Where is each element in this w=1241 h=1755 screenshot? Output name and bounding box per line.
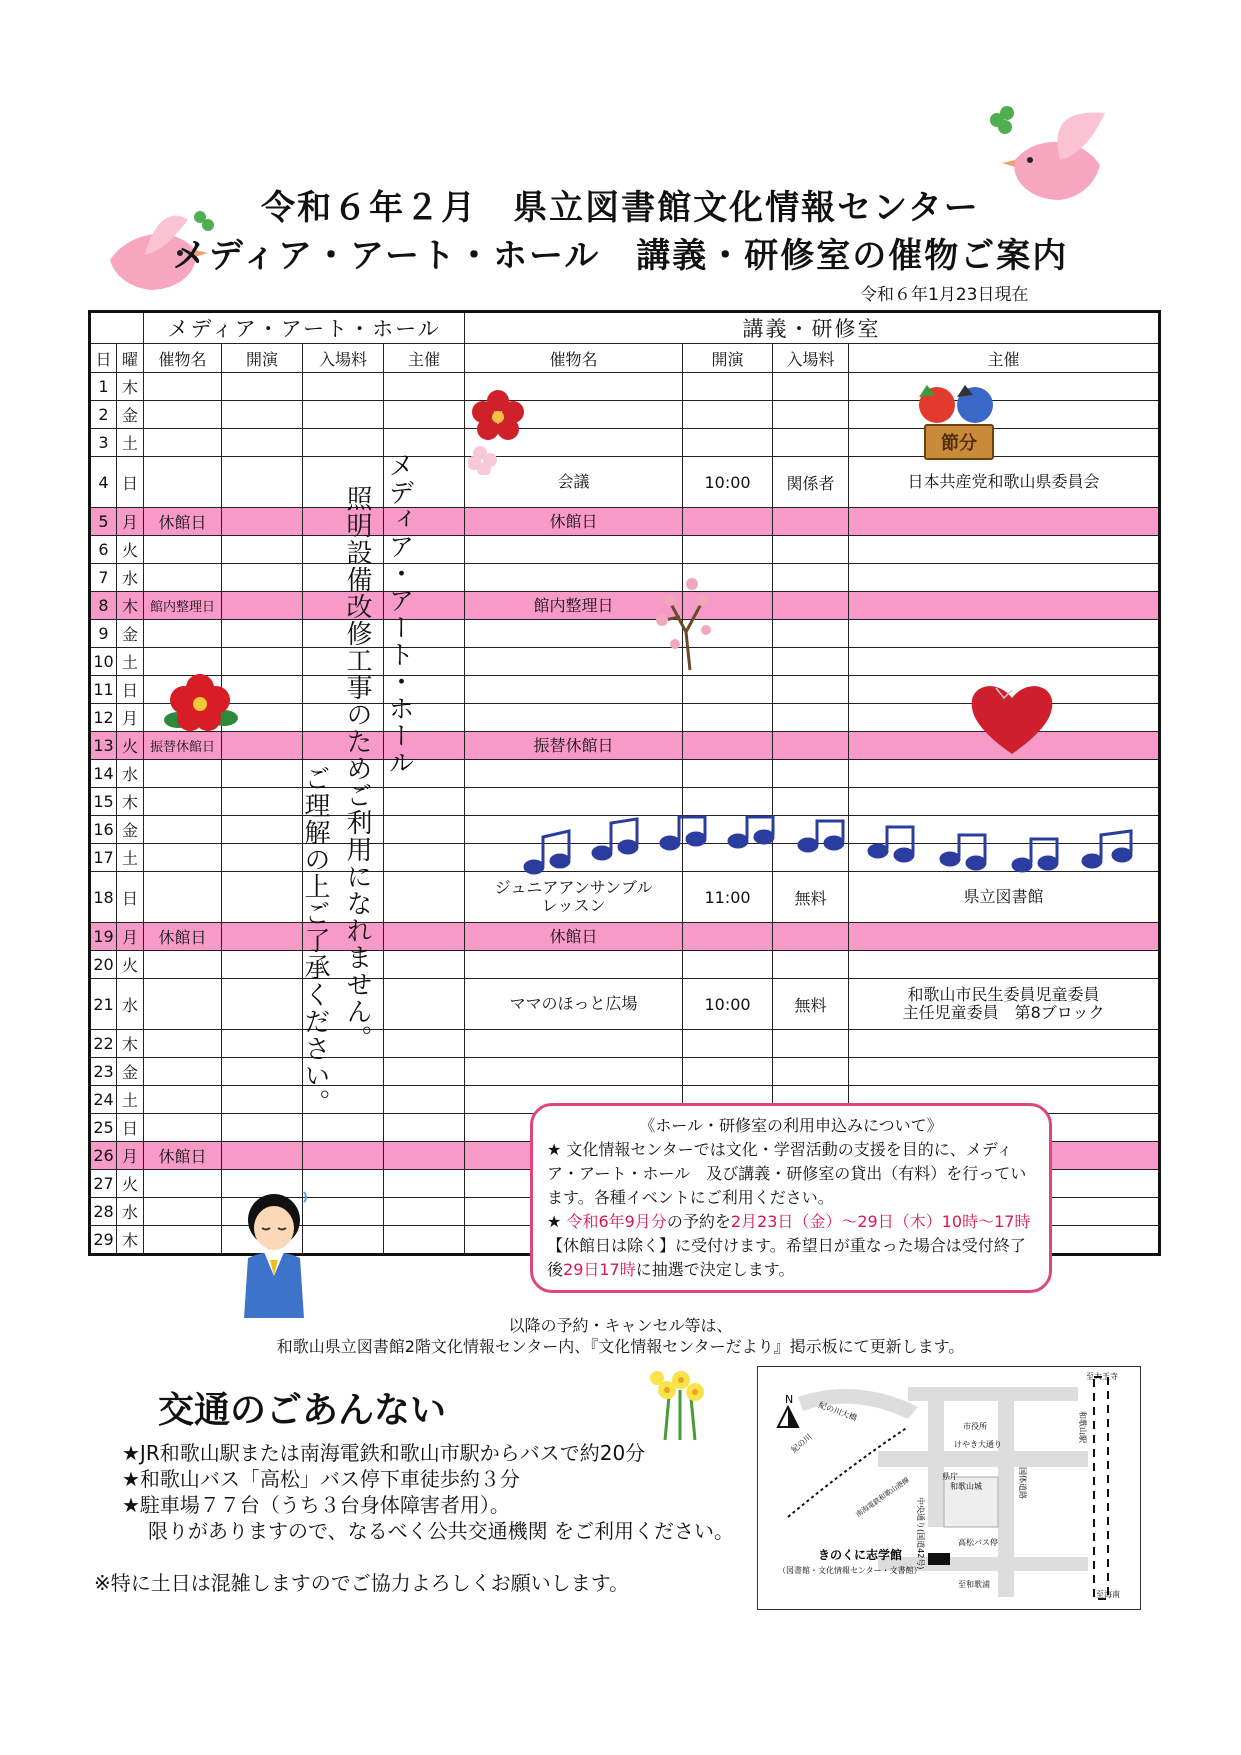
- table-row: [90, 951, 1160, 979]
- room-start-cell: 10:00: [683, 457, 773, 508]
- day-cell: 7: [90, 564, 117, 592]
- map-label: 中央通り(国道42号): [916, 1497, 925, 1570]
- hall-event-cell: 休館日: [144, 508, 222, 536]
- music-notes-icon: [522, 815, 1150, 890]
- hall-start-cell: [222, 508, 303, 536]
- table-row: [90, 923, 1160, 951]
- map-label: 至大王寺: [1086, 1372, 1118, 1381]
- table-row: [90, 648, 1160, 676]
- weekday-cell: 金: [117, 816, 144, 844]
- access-line4: 限りがありますので、なるべく公共交通機関 をご利用ください。: [148, 1519, 734, 1543]
- closure-notice-line3: ご理解の上ご了承ください。: [300, 765, 330, 1116]
- room-fee-cell: [773, 648, 849, 676]
- room-event-cell: 会議: [465, 457, 683, 508]
- weekday-cell: 日: [117, 457, 144, 508]
- table-row: [90, 979, 1160, 1030]
- table-row: [90, 760, 1160, 788]
- map-label: 紀の川: [789, 1432, 814, 1455]
- day-cell: 27: [90, 1170, 117, 1198]
- room-start-cell: 10:00: [683, 979, 773, 1030]
- hall-event-cell: [144, 1226, 222, 1255]
- info-box-paragraph1: ★ 文化情報センターでは文化・学習活動の支援を目的に、メディア・アート・ホール 及び講義・研修室の貸出（有料）を行っています。各種イベントにご利用ください。: [547, 1140, 1027, 1207]
- hall-start-cell: [222, 1114, 303, 1142]
- col-day-header: 日: [90, 344, 117, 373]
- col-hall-event-header: 催物名: [144, 344, 222, 373]
- hall-host-cell: [384, 1142, 465, 1170]
- hall-start-cell: [222, 373, 303, 401]
- day-cell: 2: [90, 401, 117, 429]
- heart-icon: [968, 678, 1056, 756]
- hall-host-cell: [384, 816, 465, 844]
- map-label: 至海南: [1096, 1590, 1120, 1599]
- col-hall-fee-header: 入場料: [303, 344, 384, 373]
- weekday-cell: 月: [117, 923, 144, 951]
- hall-start-cell: [222, 1086, 303, 1114]
- room-event-cell: 館内整理日: [465, 592, 683, 620]
- room-fee-cell: [773, 508, 849, 536]
- access-map: [757, 1366, 1141, 1610]
- setsubun-oni-icon: [905, 377, 1010, 467]
- room-host-cell: [849, 788, 1160, 816]
- hall-event-cell: [144, 536, 222, 564]
- room-host-cell: [849, 508, 1160, 536]
- day-cell: 20: [90, 951, 117, 979]
- hall-event-cell: [144, 620, 222, 648]
- hall-event-cell: [144, 872, 222, 923]
- hall-start-cell: [222, 401, 303, 429]
- day-cell: 13: [90, 732, 117, 760]
- weekday-cell: 金: [117, 401, 144, 429]
- hall-event-cell: [144, 1058, 222, 1086]
- day-cell: 23: [90, 1058, 117, 1086]
- room-fee-cell: [773, 732, 849, 760]
- map-label: 県庁: [942, 1472, 958, 1481]
- hall-event-cell: 振替休館日: [144, 732, 222, 760]
- blank-corner: [90, 312, 144, 344]
- hall-host-cell: [384, 401, 465, 429]
- day-cell: 29: [90, 1226, 117, 1255]
- day-cell: 28: [90, 1198, 117, 1226]
- section-hall-header: メディア・アート・ホール: [144, 312, 465, 344]
- sticker-text: 節分: [941, 433, 977, 454]
- table-row: [90, 788, 1160, 816]
- room-start-cell: 11:00: [683, 872, 773, 923]
- day-cell: 9: [90, 620, 117, 648]
- room-start-cell: [683, 732, 773, 760]
- day-cell: 15: [90, 788, 117, 816]
- room-fee-cell: [773, 923, 849, 951]
- room-fee-cell: [773, 373, 849, 401]
- hall-host-cell: [384, 1226, 465, 1255]
- bowing-person-icon: [230, 1180, 320, 1320]
- hall-fee-cell: [303, 401, 384, 429]
- room-fee-cell: [773, 592, 849, 620]
- room-event-cell: 休館日: [465, 508, 683, 536]
- plum-branch-icon: [650, 572, 720, 672]
- plum-blossom-icon: [468, 385, 528, 475]
- room-host-cell: [849, 1058, 1160, 1086]
- map-venue-sub-label: （図書館・文化情報センター・文書館）: [778, 1566, 922, 1575]
- room-fee-cell: [773, 951, 849, 979]
- room-fee-cell: [773, 401, 849, 429]
- hall-fee-cell: [303, 1114, 384, 1142]
- hall-start-cell: [222, 979, 303, 1030]
- hall-fee-cell: [303, 373, 384, 401]
- map-label: けやき大通り: [954, 1440, 1002, 1449]
- room-start-cell: [683, 1058, 773, 1086]
- hall-start-cell: [222, 1142, 303, 1170]
- hall-host-cell: [384, 844, 465, 872]
- access-line1: ★JR和歌山駅または南海電鉄和歌山市駅からバスで約20分: [122, 1441, 646, 1465]
- closure-notice-line2: 照明設備改修工事のためご利用になれません。: [342, 485, 372, 1052]
- day-cell: 5: [90, 508, 117, 536]
- weekday-cell: 日: [117, 872, 144, 923]
- weekday-cell: 金: [117, 620, 144, 648]
- room-start-cell: [683, 951, 773, 979]
- col-weekday-header: 曜: [117, 344, 144, 373]
- daffodil-icon: [645, 1362, 715, 1442]
- weekday-cell: 木: [117, 592, 144, 620]
- hall-event-cell: [144, 1170, 222, 1198]
- hall-start-cell: [222, 951, 303, 979]
- room-event-cell: ママのほっと広場: [465, 979, 683, 1030]
- day-cell: 24: [90, 1086, 117, 1114]
- room-fee-cell: [773, 676, 849, 704]
- room-event-cell: 振替休館日: [465, 732, 683, 760]
- room-host-cell: [849, 620, 1160, 648]
- hall-start-cell: [222, 429, 303, 457]
- room-host-cell: [849, 564, 1160, 592]
- map-north-label: N: [785, 1393, 794, 1406]
- weekday-cell: 木: [117, 373, 144, 401]
- hall-host-cell: [384, 979, 465, 1030]
- room-host-cell: [849, 923, 1160, 951]
- access-title: 交通のごあんない: [158, 1390, 447, 1431]
- access-line5: ※特に土日は混雑しますのでご協力よろしくお願いします。: [94, 1571, 630, 1595]
- day-cell: 10: [90, 648, 117, 676]
- room-fee-cell: [773, 1058, 849, 1086]
- map-label: 和歌山駅: [1078, 1411, 1087, 1443]
- room-start-cell: [683, 429, 773, 457]
- hall-start-cell: [222, 1058, 303, 1086]
- map-label: 南海電鉄和歌山港線: [854, 1475, 911, 1519]
- weekday-cell: 月: [117, 1142, 144, 1170]
- hall-event-cell: [144, 788, 222, 816]
- camellia-icon: [160, 670, 240, 740]
- weekday-cell: 火: [117, 536, 144, 564]
- hall-host-cell: [384, 1058, 465, 1086]
- hall-host-cell: [384, 872, 465, 923]
- hall-event-cell: [144, 564, 222, 592]
- weekday-cell: 木: [117, 1226, 144, 1255]
- room-event-cell: [465, 760, 683, 788]
- info-box-title: 《ホール・研修室の利用申込みについて》: [639, 1116, 943, 1135]
- map-label: 高松バス停: [958, 1538, 998, 1547]
- weekday-cell: 日: [117, 1114, 144, 1142]
- hall-start-cell: [222, 923, 303, 951]
- room-start-cell: [683, 508, 773, 536]
- info-box-paragraph2: [547, 1210, 1035, 1282]
- hall-event-cell: [144, 373, 222, 401]
- hall-start-cell: [222, 564, 303, 592]
- day-cell: 21: [90, 979, 117, 1030]
- col-room-event-header: 催物名: [465, 344, 683, 373]
- room-fee-cell: [773, 704, 849, 732]
- hall-event-cell: [144, 429, 222, 457]
- reservation-info-box: [530, 1103, 1052, 1293]
- table-row: [90, 536, 1160, 564]
- map-label: 和歌山城: [950, 1482, 982, 1491]
- hall-fee-cell: [303, 1142, 384, 1170]
- hall-start-cell: [222, 872, 303, 923]
- room-event-cell: [465, 951, 683, 979]
- room-fee-cell: [773, 620, 849, 648]
- room-host-cell: 和歌山市民生委員児童委員 主任児童委員 第8ブロック: [849, 979, 1160, 1030]
- weekday-cell: 日: [117, 676, 144, 704]
- room-host-cell: [849, 648, 1160, 676]
- day-cell: 8: [90, 592, 117, 620]
- hall-event-cell: [144, 1114, 222, 1142]
- room-event-cell: [465, 788, 683, 816]
- hall-event-cell: [144, 816, 222, 844]
- room-host-cell: [849, 951, 1160, 979]
- hall-start-cell: [222, 457, 303, 508]
- section-room-header: 講義・研修室: [465, 312, 1160, 344]
- page-title-line2: メディア・アート・ホール 講義・研修室の催物ご案内: [172, 236, 1069, 276]
- hall-host-cell: [384, 1198, 465, 1226]
- weekday-cell: 火: [117, 1170, 144, 1198]
- day-cell: 3: [90, 429, 117, 457]
- room-host-cell: [849, 592, 1160, 620]
- hall-event-cell: [144, 844, 222, 872]
- room-host-cell: 県立図書館: [849, 872, 1160, 923]
- hall-event-cell: [144, 457, 222, 508]
- map-venue-label: きのくに志学館: [818, 1548, 903, 1562]
- weekday-cell: 水: [117, 979, 144, 1030]
- hall-start-cell: [222, 620, 303, 648]
- room-event-cell: 休館日: [465, 923, 683, 951]
- map-drawing: [758, 1367, 1140, 1609]
- hall-fee-cell: [303, 429, 384, 457]
- room-fee-cell: [773, 760, 849, 788]
- day-cell: 14: [90, 760, 117, 788]
- room-event-cell: ジュニアアンサンブル レッスン: [465, 872, 683, 923]
- room-fee-cell: [773, 1030, 849, 1058]
- info-p2-star: ★: [547, 1212, 567, 1231]
- as-of-date: 令和６年1月23日現在: [860, 285, 1029, 305]
- day-cell: 11: [90, 676, 117, 704]
- hall-start-cell: [222, 816, 303, 844]
- room-host-cell: 日本共産党和歌山県委員会: [849, 457, 1160, 508]
- room-host-cell: [849, 1030, 1160, 1058]
- info-p2-text2: 【休館日は除く】に受付けます。希望日が重なった場合は受付終了後: [547, 1236, 1026, 1279]
- hall-host-cell: [384, 373, 465, 401]
- map-label: 国体道路: [1018, 1467, 1027, 1499]
- day-cell: 17: [90, 844, 117, 872]
- col-room-fee-header: 入場料: [773, 344, 849, 373]
- hall-host-cell: [384, 923, 465, 951]
- hall-start-cell: [222, 760, 303, 788]
- room-start-cell: [683, 373, 773, 401]
- day-cell: 22: [90, 1030, 117, 1058]
- table-row: [90, 592, 1160, 620]
- info-p2-text1: の予約を: [666, 1212, 731, 1231]
- room-event-cell: [465, 704, 683, 732]
- table-row: [90, 620, 1160, 648]
- hall-event-cell: [144, 760, 222, 788]
- hall-host-cell: [384, 1086, 465, 1114]
- table-row: [90, 1030, 1160, 1058]
- weekday-cell: 火: [117, 951, 144, 979]
- hall-start-cell: [222, 1030, 303, 1058]
- map-label: 至和歌浦: [958, 1580, 990, 1589]
- col-hall-host-header: 主催: [384, 344, 465, 373]
- hall-start-cell: [222, 788, 303, 816]
- weekday-cell: 水: [117, 564, 144, 592]
- room-host-cell: [849, 760, 1160, 788]
- room-event-cell: [465, 1058, 683, 1086]
- day-cell: 19: [90, 923, 117, 951]
- room-fee-cell: 無料: [773, 872, 849, 923]
- room-fee-cell: [773, 536, 849, 564]
- hall-event-cell: 館内整理日: [144, 592, 222, 620]
- col-room-host-header: 主催: [849, 344, 1160, 373]
- room-fee-cell: [773, 429, 849, 457]
- room-start-cell: [683, 676, 773, 704]
- hall-host-cell: [384, 788, 465, 816]
- room-start-cell: [683, 704, 773, 732]
- room-fee-cell: 関係者: [773, 457, 849, 508]
- update-note-line1: 以降の予約・キャンセル等は、: [508, 1316, 733, 1335]
- weekday-cell: 木: [117, 1030, 144, 1058]
- weekday-cell: 水: [117, 760, 144, 788]
- weekday-cell: 水: [117, 1198, 144, 1226]
- table-row: [90, 508, 1160, 536]
- hall-host-cell: [384, 1114, 465, 1142]
- table-row: [90, 564, 1160, 592]
- table-row: [90, 1058, 1160, 1086]
- map-label: 市役所: [963, 1422, 987, 1431]
- col-hall-start-header: 開演: [222, 344, 303, 373]
- day-cell: 26: [90, 1142, 117, 1170]
- map-label: 紀の川大橋: [817, 1400, 858, 1423]
- access-line3: ★駐車場７７台（うち３台身体障害者用）。: [122, 1493, 510, 1517]
- weekday-cell: 土: [117, 844, 144, 872]
- day-cell: 6: [90, 536, 117, 564]
- hall-start-cell: [222, 536, 303, 564]
- access-line2: ★和歌山バス「高松」バス停下車徒歩約３分: [122, 1467, 520, 1491]
- room-start-cell: [683, 401, 773, 429]
- room-start-cell: [683, 536, 773, 564]
- day-cell: 1: [90, 373, 117, 401]
- info-p2-lottery-time: 29日17時: [563, 1260, 636, 1279]
- weekday-cell: 木: [117, 788, 144, 816]
- info-p2-text3: に抽選で決定します。: [635, 1260, 795, 1279]
- room-event-cell: [465, 676, 683, 704]
- weekday-cell: 土: [117, 1086, 144, 1114]
- room-event-cell: [465, 536, 683, 564]
- weekday-cell: 金: [117, 1058, 144, 1086]
- room-host-cell: [849, 536, 1160, 564]
- day-cell: 12: [90, 704, 117, 732]
- hall-event-cell: [144, 979, 222, 1030]
- weekday-cell: 土: [117, 648, 144, 676]
- closure-notice-line1: メディア・アート・ホール: [384, 452, 414, 776]
- room-start-cell: [683, 788, 773, 816]
- day-cell: 25: [90, 1114, 117, 1142]
- hall-host-cell: [384, 951, 465, 979]
- room-event-cell: [465, 1030, 683, 1058]
- day-cell: 18: [90, 872, 117, 923]
- room-start-cell: [683, 760, 773, 788]
- page-title-line1: 令和６年２月 県立図書館文化情報センター: [261, 188, 980, 228]
- hall-event-cell: [144, 951, 222, 979]
- hall-start-cell: [222, 844, 303, 872]
- room-fee-cell: 無料: [773, 979, 849, 1030]
- hall-start-cell: [222, 592, 303, 620]
- room-start-cell: [683, 923, 773, 951]
- info-p2-month: 令和6年9月分: [566, 1212, 667, 1231]
- weekday-cell: 月: [117, 704, 144, 732]
- hall-event-cell: [144, 401, 222, 429]
- weekday-cell: 土: [117, 429, 144, 457]
- hall-event-cell: 休館日: [144, 923, 222, 951]
- day-cell: 4: [90, 457, 117, 508]
- room-fee-cell: [773, 564, 849, 592]
- hall-host-cell: [384, 1030, 465, 1058]
- hall-event-cell: 休館日: [144, 1142, 222, 1170]
- room-fee-cell: [773, 788, 849, 816]
- update-note-line2: 和歌山県立図書館2階文化情報センター内、『文化情報センターだより』掲示板にて更新します。: [276, 1337, 965, 1356]
- weekday-cell: 月: [117, 508, 144, 536]
- hall-event-cell: [144, 1030, 222, 1058]
- room-start-cell: [683, 1030, 773, 1058]
- hall-host-cell: [384, 1170, 465, 1198]
- hall-event-cell: [144, 1198, 222, 1226]
- day-cell: 16: [90, 816, 117, 844]
- info-p2-period: 2月23日（金）～29日（木）10時～17時: [730, 1212, 1031, 1231]
- col-room-start-header: 開演: [683, 344, 773, 373]
- hall-event-cell: [144, 1086, 222, 1114]
- weekday-cell: 火: [117, 732, 144, 760]
